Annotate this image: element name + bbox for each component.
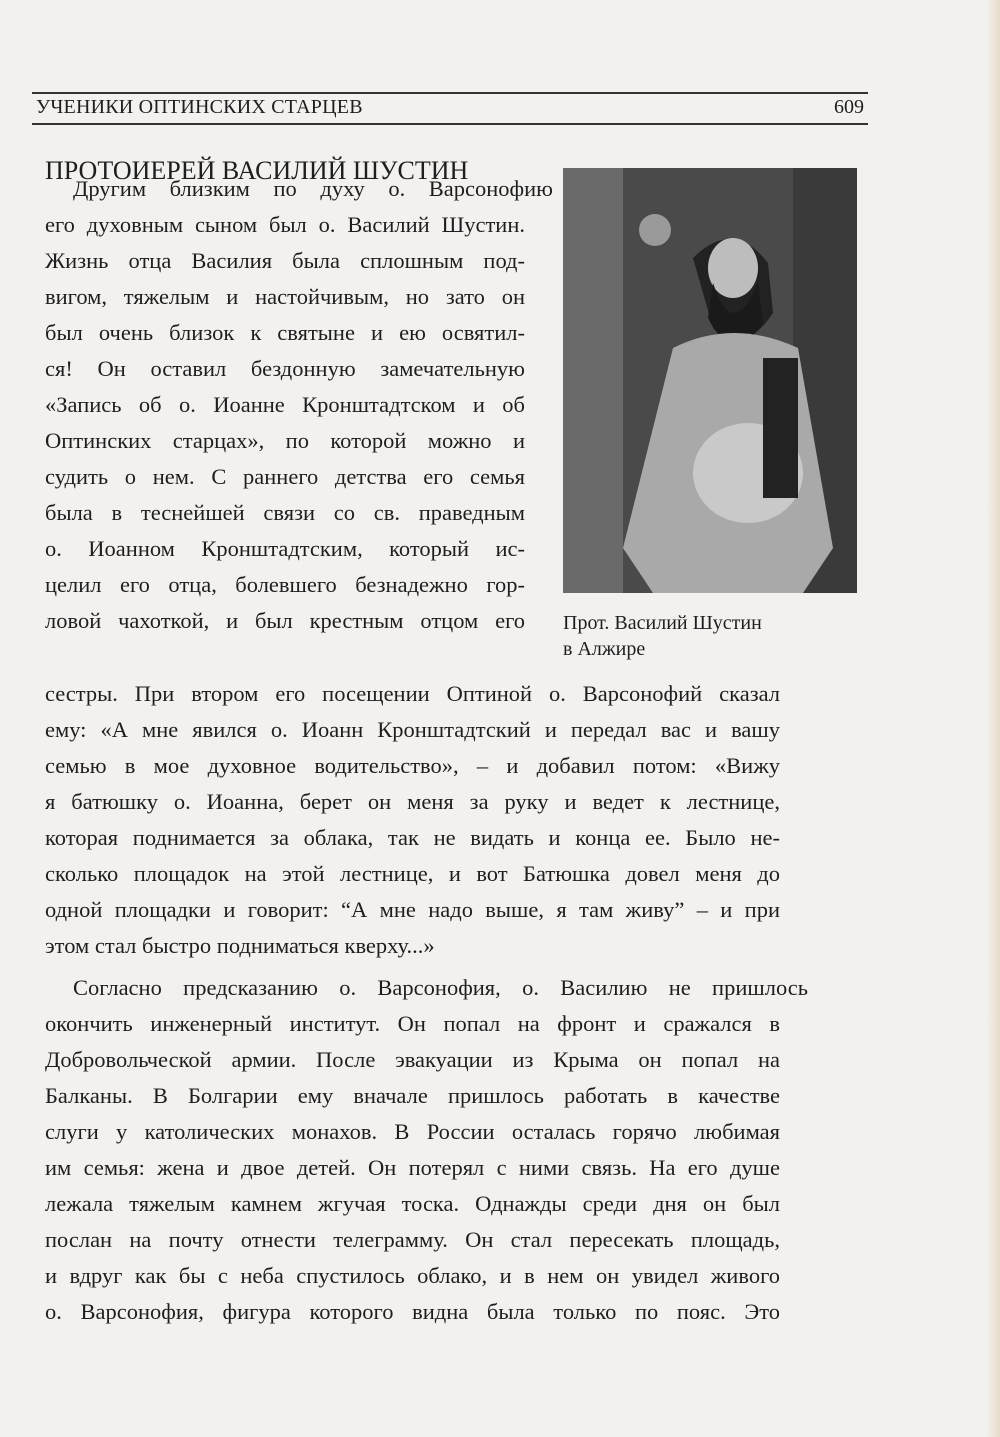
paragraph-1-narrow bbox=[45, 171, 553, 639]
text-line: Балканы. В Болгарии ему вначале пришлось работать в качестве bbox=[45, 1083, 780, 1108]
paragraph-2 bbox=[45, 970, 808, 1330]
text-line: ему: «А мне явился о. Иоанн Кронштадтский и передал вас и вашу bbox=[45, 717, 780, 742]
page-edge bbox=[986, 0, 1000, 1437]
text-line: Добровольческой армии. После эвакуации из Крыма он попал на bbox=[45, 1047, 780, 1072]
text-line: была в теснейшей связи со св. праведным bbox=[45, 500, 525, 525]
text-line: сестры. При втором его посещении Оптиной о. Варсонофий сказал bbox=[45, 681, 780, 706]
header-rule-bottom bbox=[32, 123, 868, 125]
text-line: был очень близок к святыне и ею освятил- bbox=[45, 320, 525, 345]
text-line: Другим близким по духу о. Варсонофию bbox=[73, 176, 553, 201]
text-line: этом стал быстро подниматься кверху...» bbox=[45, 933, 435, 958]
caption-line: Прот. Василий Шустин bbox=[563, 612, 762, 634]
text-line: и вдруг как бы с неба спустилось облако, и в нем он увидел живого bbox=[45, 1263, 780, 1288]
text-line: которая поднимается за облака, так не видать и конца ее. Было не- bbox=[45, 825, 780, 850]
text-line: целил его отца, болевшего безнадежно гор- bbox=[45, 572, 525, 597]
portrait-photo bbox=[563, 168, 857, 593]
text-line: его духовным сыном был о. Василий Шустин. bbox=[45, 212, 525, 237]
text-line: ся! Он оставил бездонную замечательную bbox=[45, 356, 525, 381]
caption-line: в Алжире bbox=[563, 638, 646, 660]
text-line: Жизнь отца Василия была сплошным под- bbox=[45, 248, 525, 273]
text-line: о. Варсонофия, фигура которого видна была только по пояс. Это bbox=[45, 1299, 780, 1324]
text-line: семью в мое духовное водительство», – и добавил потом: «Вижу bbox=[45, 753, 780, 778]
page-number: 609 bbox=[834, 96, 864, 118]
header-rule-top bbox=[32, 92, 868, 94]
text-line: слуги у католических монахов. В России осталась горячо любимая bbox=[45, 1119, 780, 1144]
text-line: Согласно предсказанию о. Варсонофия, о. Василию не пришлось bbox=[73, 975, 808, 1000]
text-line: лежала тяжелым камнем жгучая тоска. Однажды среди дня он был bbox=[45, 1191, 780, 1216]
text-line: вигом, тяжелым и настойчивым, но зато он bbox=[45, 284, 525, 309]
text-line: Оптинских старцах», по которой можно и bbox=[45, 428, 525, 453]
section-title: ПРОТОИЕРЕЙ ВАСИЛИЙ ШУСТИН bbox=[45, 156, 469, 185]
text-line: им семья: жена и двое детей. Он потерял с ними связь. На его душе bbox=[45, 1155, 780, 1180]
text-line: одной площадки и говорит: “А мне надо выше, я там живу” – и при bbox=[45, 897, 780, 922]
text-line: сколько площадок на этой лестнице, и вот Батюшка довел меня до bbox=[45, 861, 780, 886]
text-line: ловой чахоткой, и был крестным отцом его bbox=[45, 608, 525, 633]
text-line: я батюшку о. Иоанна, берет он меня за руку и ведет к лестнице, bbox=[45, 789, 780, 814]
text-line: о. Иоанном Кронштадтским, который ис- bbox=[45, 536, 525, 561]
text-line: послан на почту отнести телеграмму. Он стал пересекать площадь, bbox=[45, 1227, 780, 1252]
text-line: «Запись об о. Иоанне Кронштадтском и об bbox=[45, 392, 525, 417]
paragraph-1-wide bbox=[45, 676, 780, 964]
text-line: судить о нем. С раннего детства его семья bbox=[45, 464, 525, 489]
photo-caption bbox=[563, 610, 762, 662]
text-line: окончить инженерный институт. Он попал на фронт и сражался в bbox=[45, 1011, 780, 1036]
running-title: УЧЕНИКИ ОПТИНСКИХ СТАРЦЕВ bbox=[36, 96, 363, 118]
